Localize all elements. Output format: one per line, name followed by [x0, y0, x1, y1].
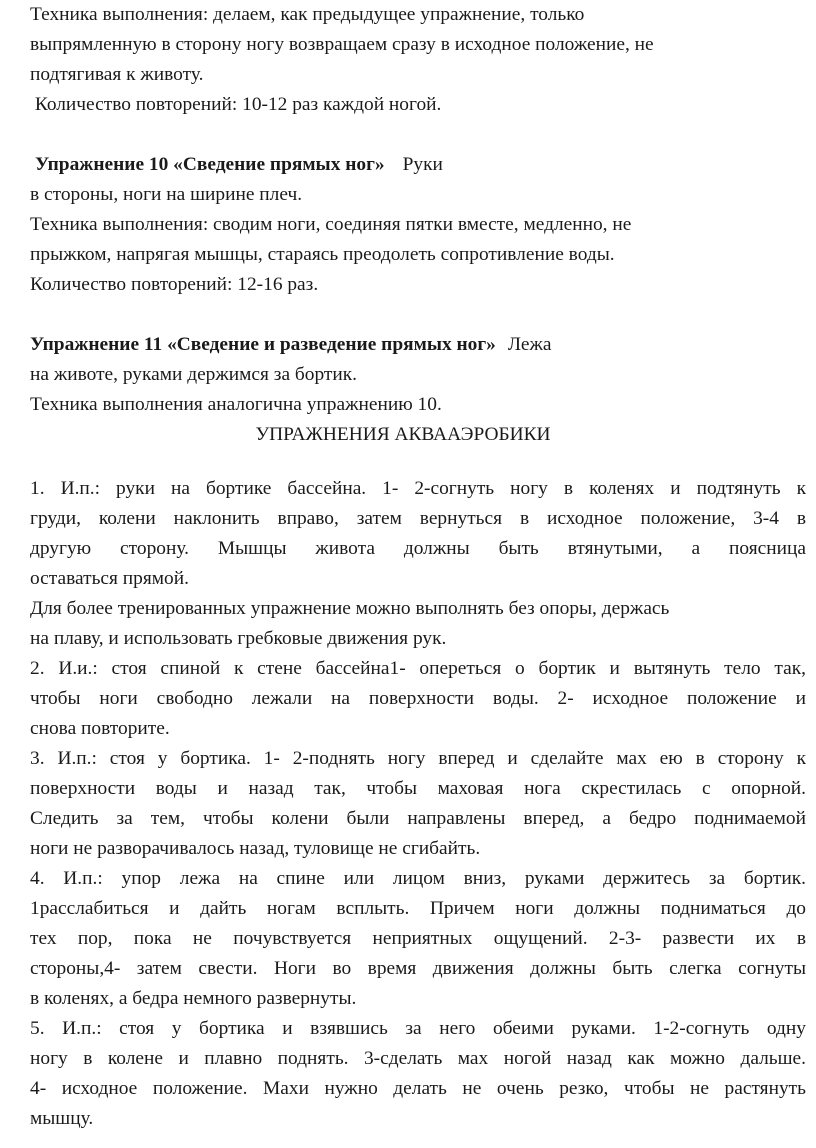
text-line: мышцу. [30, 1108, 94, 1129]
exercise-10-heading [30, 150, 806, 180]
aqua-item-1 [30, 474, 806, 654]
blank-line [30, 300, 806, 330]
document-page [30, 0, 806, 1134]
text-line: поверхности воды и назад так, чтобы маховая нога скрестилась с опорной. [30, 778, 806, 799]
text-line: подтягивая к животу. [30, 64, 204, 85]
exercise-10-repetitions: Количество повторений: 12-16 раз. [30, 274, 319, 295]
section-title: УПРАЖНЕНИЯ АКВААЭРОБИКИ [255, 424, 551, 445]
exercise-10-technique-line: прыжком, напрягая мышцы, стараясь преодолеть сопротивление воды. [30, 244, 615, 265]
text-line: 1. И.п.: руки на бортике бассейна. 1- 2-согнуть ногу в коленях и подтянуть к [30, 478, 806, 499]
exercise-11-technique: Техника выполнения аналогична упражнению 10. [30, 394, 442, 415]
blank-line [30, 450, 806, 474]
text-line: Следить за тем, чтобы колени были направлены вперед, а бедро поднимаемой [30, 808, 806, 829]
text-line: стороны,4- затем свести. Ноги во время движения должны быть слегка согнуты [30, 958, 806, 979]
text-line: Техника выполнения: делаем, как предыдущее упражнение, только [30, 4, 585, 25]
text-line: выпрямленную в сторону ногу возвращаем сразу в исходное положение, не [30, 34, 654, 55]
text-line: Для более тренированных упражнение можно выполнять без опоры, держась [30, 598, 670, 619]
text-line: снова повторите. [30, 718, 170, 739]
aqua-item-4 [30, 864, 806, 1014]
text-line: тех пор, пока не почувствуется неприятных ощущений. 2-3- развести их в [30, 928, 806, 949]
text-line: 4- исходное положение. Махи нужно делать не очень резко, чтобы не растянуть [30, 1078, 806, 1099]
exercise-10-start-inline: Руки [402, 154, 443, 175]
exercise-10-start: в стороны, ноги на ширине плеч. [30, 184, 303, 205]
intro-repetitions: Количество повторений: 10-12 раз каждой ногой. [30, 94, 442, 115]
text-line: в коленях, а бедра немного развернуты. [30, 988, 357, 1009]
aqua-item-5 [30, 1014, 806, 1134]
text-line: на плаву, и использовать гребковые движения рук. [30, 628, 447, 649]
text-line: 4. И.п.: упор лежа на спине или лицом вниз, руками держитесь за бортик. [30, 868, 806, 889]
intro-technique [30, 0, 806, 90]
text-line: чтобы ноги свободно лежали на поверхности воды. 2- исходное положение и [30, 688, 806, 709]
exercise-10-technique-line: Техника выполнения: сводим ноги, соединяя пятки вместе, медленно, не [30, 214, 632, 235]
exercise-11-start-inline: Лежа [507, 334, 552, 355]
aqua-item-3 [30, 744, 806, 864]
exercise-10-title: Упражнение 10 «Сведение прямых ног» [35, 154, 385, 175]
text-line: ноги не разворачивалось назад, туловище не сгибайть. [30, 838, 481, 859]
text-line: груди, колени наклонить вправо, затем вернуться в исходное положение, 3-4 в [30, 508, 806, 529]
text-line: оставаться прямой. [30, 568, 189, 589]
text-line: ногу в колене и плавно поднять. 3-сделать мах ногой назад как можно дальше. [30, 1048, 806, 1069]
text-line: 2. И.и.: стоя спиной к стене бассейна1- опереться о бортик и вытянуть тело так, [30, 658, 806, 679]
exercise-11-heading [30, 330, 806, 360]
exercise-11-title: Упражнение 11 «Сведение и разведение прямых ног» [30, 334, 496, 355]
text-line: другую сторону. Мышцы живота должны быть втянутыми, а поясница [30, 538, 806, 559]
text-line: 3. И.п.: стоя у бортика. 1- 2-поднять ногу вперед и сделайте мах ею в сторону к [30, 748, 806, 769]
exercise-11-start: на животе, руками держимся за бортик. [30, 364, 358, 385]
aqua-item-2 [30, 654, 806, 744]
text-line: 5. И.п.: стоя у бортика и взявшись за него обеими руками. 1-2-согнуть одну [30, 1018, 806, 1039]
blank-line [30, 120, 806, 150]
text-line: 1расслабиться и дайть ногам всплыть. Причем ноги должны подниматься до [30, 898, 806, 919]
